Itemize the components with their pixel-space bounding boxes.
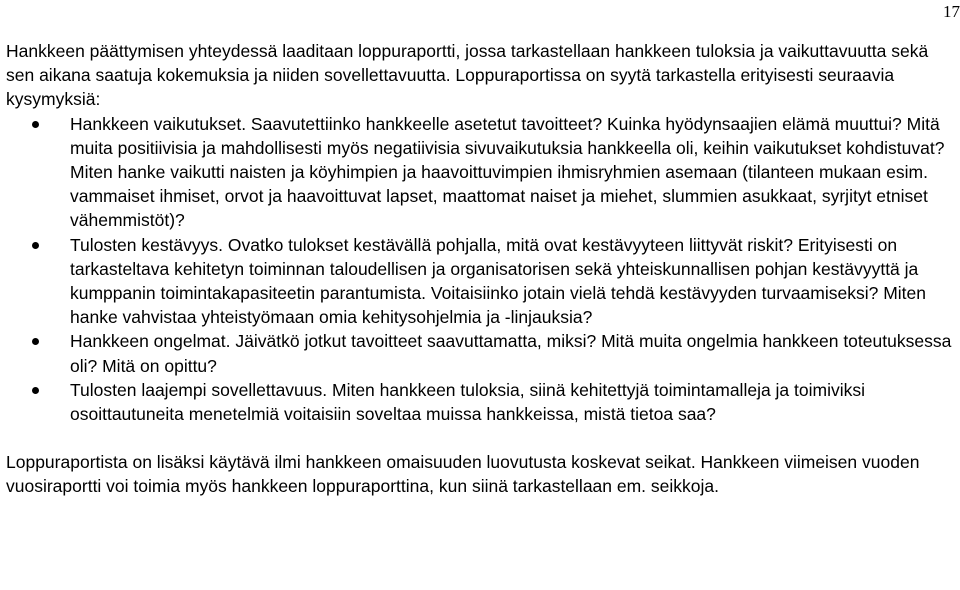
bullet-icon	[32, 242, 39, 249]
list-item	[6, 329, 954, 377]
list-item-text: Hankkeen ongelmat. Jäivätkö jotkut tavoitteet saavuttamatta, miksi? Mitä muita ongelmia hankkeen toteutuksessa oli? Mitä on opittu?	[70, 331, 952, 376]
document-body	[6, 39, 954, 499]
list-item	[6, 378, 954, 426]
list-item-text: Tulosten kestävyys. Ovatko tulokset kestävällä pohjalla, mitä ovat kestävyyteen liittyvät riskit? Erityisesti on tarkasteltava kehitetyn toiminnan taloudellisen ja organisatorisen sekä yhteiskunnallisen pohjan kestävyyttä ja kumppanin toimintakapasiteetin parantumista. Voitaisiinko jotain vielä tehdä kestävyyden turvaamiseksi? Miten hanke vahvistaa yhteistyömaan omia kehitysohjelmia ja -linjauksia?	[70, 234, 927, 328]
closing-paragraph: Loppuraportista on lisäksi käytävä ilmi hankkeen omaisuuden luovutusta koskevat seikat. Hankkeen viimeisen vuoden vuosiraportti voi toimia myös hankkeen loppuraporttina, kun siinä tarkastellaan em. seikkoja.	[6, 452, 920, 497]
list-item-text: Hankkeen vaikutukset. Saavutettiinko hankkeelle asetetut tavoitteet? Kuinka hyödynsaajien elämä muuttui? Mitä muita positiivisia ja mahdollisesti myös negatiivisia sivuvaikutuksia hankkeella oli, keihin vaikutukset kohdistuvat? Miten hanke vaikutti naisten ja köyhimpien ja haavoittuvimpien ihmisryhmien asemaan (tilanteen mukaan esim. vammaiset ihmiset, orvot ja haavoittuvat lapset, maattomat naiset ja miehet, slummien asukkaat, syrjityt etniset vähemmistöt)?	[70, 113, 945, 231]
list-item	[6, 112, 954, 233]
page-number: 17	[943, 2, 960, 21]
intro-paragraph: Hankkeen päättymisen yhteydessä laaditaan loppuraportti, jossa tarkastellaan hankkeen tuloksia ja vaikuttavuutta sekä sen aikana saatuja kokemuksia ja niiden sovellettavuutta. Loppuraportissa on syytä tarkastella erityisesti seuraavia kysymyksiä:	[6, 41, 929, 110]
bullet-icon	[32, 121, 39, 128]
question-list	[6, 112, 954, 427]
list-item-text: Tulosten laajempi sovellettavuus. Miten hankkeen tuloksia, siinä kehitettyjä toimintamalleja ja toimiviksi osoittautuneita menetelmiä voitaisiin soveltaa muissa hankkeissa, mistä tietoa saa?	[70, 379, 866, 425]
bullet-icon	[32, 338, 39, 345]
list-item	[6, 233, 954, 330]
bullet-icon	[32, 387, 39, 394]
